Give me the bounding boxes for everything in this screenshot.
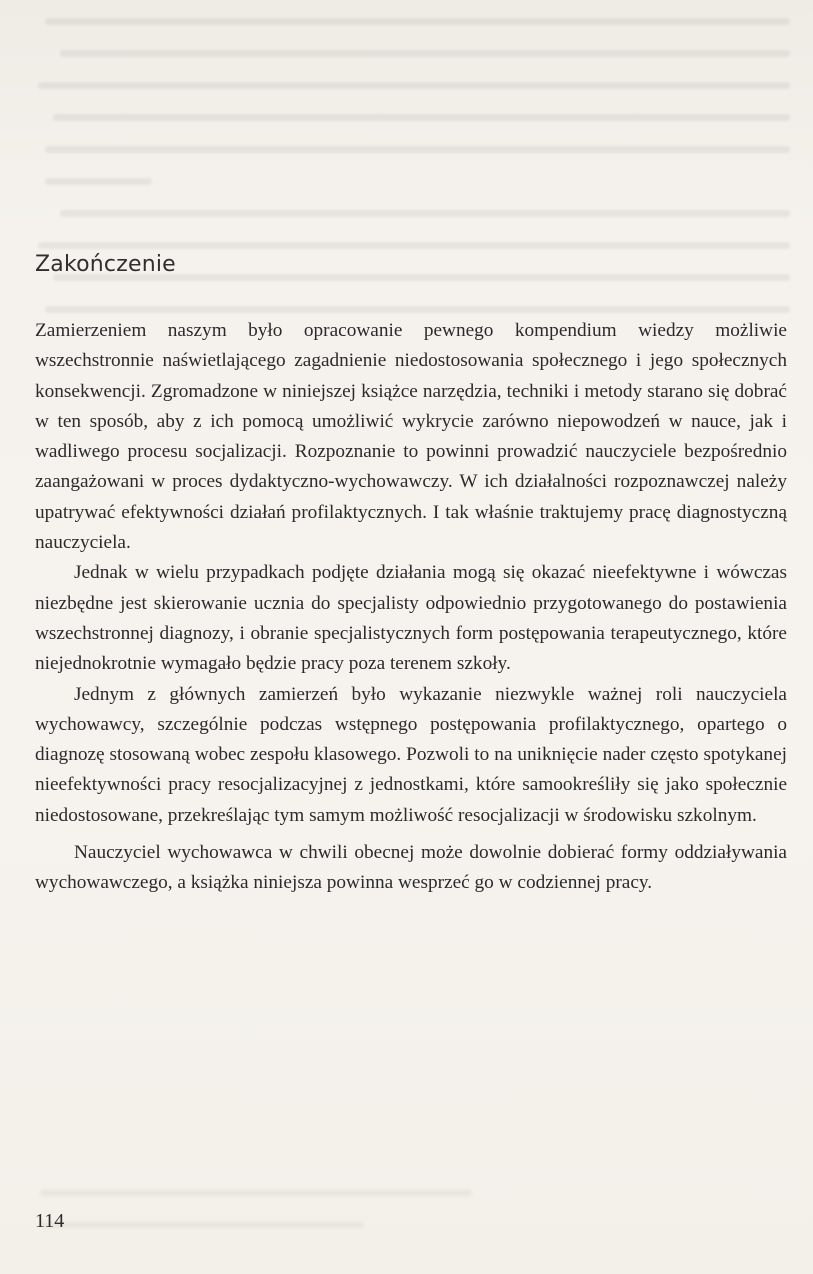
page-number: 114 <box>35 1210 65 1232</box>
paragraph-1: Zamierzeniem naszym było opracowanie pewnego kompendium wiedzy możliwie wszechstronnie naświetlającego zagadnienie niedostosowania społecznego i jego społecznych konsekwencji. Zgromadzone w niniejszej książce narzędzia, techniki i metody starano się dobrać w ten sposób, aby z ich pomocą umożliwić wykrycie zarówno niepowodzeń w nauce, jak i wadliwego procesu socjalizacji. Rozpoznanie to powinni prowadzić nauczyciele bezpośrednio zaangażowani w proces dydaktyczno-wychowawczy. W ich działalności rozpoznawczej należy upatrywać efektywności działań profilaktycznych. I tak właśnie traktujemy pracę diagnostyczną nauczyciela. <box>35 320 787 554</box>
show-through-text-bottom <box>40 1190 760 1254</box>
chapter-body <box>35 316 787 899</box>
paragraph-2: Jednak w wielu przypadkach podjęte działania mogą się okazać nieefektywne i wówczas niezbędne jest skierowanie ucznia do specjalisty odpowiednio przygotowanego do postawienia wszechstronnej diagnozy, i obranie specjalistycznych form postępowania terapeutycznego, które niejednokrotnie wymagało będzie pracy poza terenem szkoły. <box>35 562 787 675</box>
show-through-text <box>30 18 790 338</box>
chapter-heading: Zakończenie <box>35 252 176 277</box>
paragraph-3: Jednym z głównych zamierzeń było wykazanie niezwykle ważnej roli nauczyciela wychowawcy, szczególnie podczas wstępnego postępowania profilaktycznego, opartego o diagnozę stosowaną wobec zespołu klasowego. Pozwoli to na uniknięcie nader często spotykanej nieefektywności pracy resocjalizacyjnej z jednostkami, które samookreśliły się jako społecznie niedostosowane, przekreślając tym samym możliwość resocjalizacji w środowisku szkolnym. <box>35 683 787 826</box>
paragraph-4: Nauczyciel wychowawca w chwili obecnej może dowolnie dobierać formy oddziaływania wychowawczego, a książka niniejsza powinna wesprzeć go w codziennej pracy. <box>35 842 787 894</box>
